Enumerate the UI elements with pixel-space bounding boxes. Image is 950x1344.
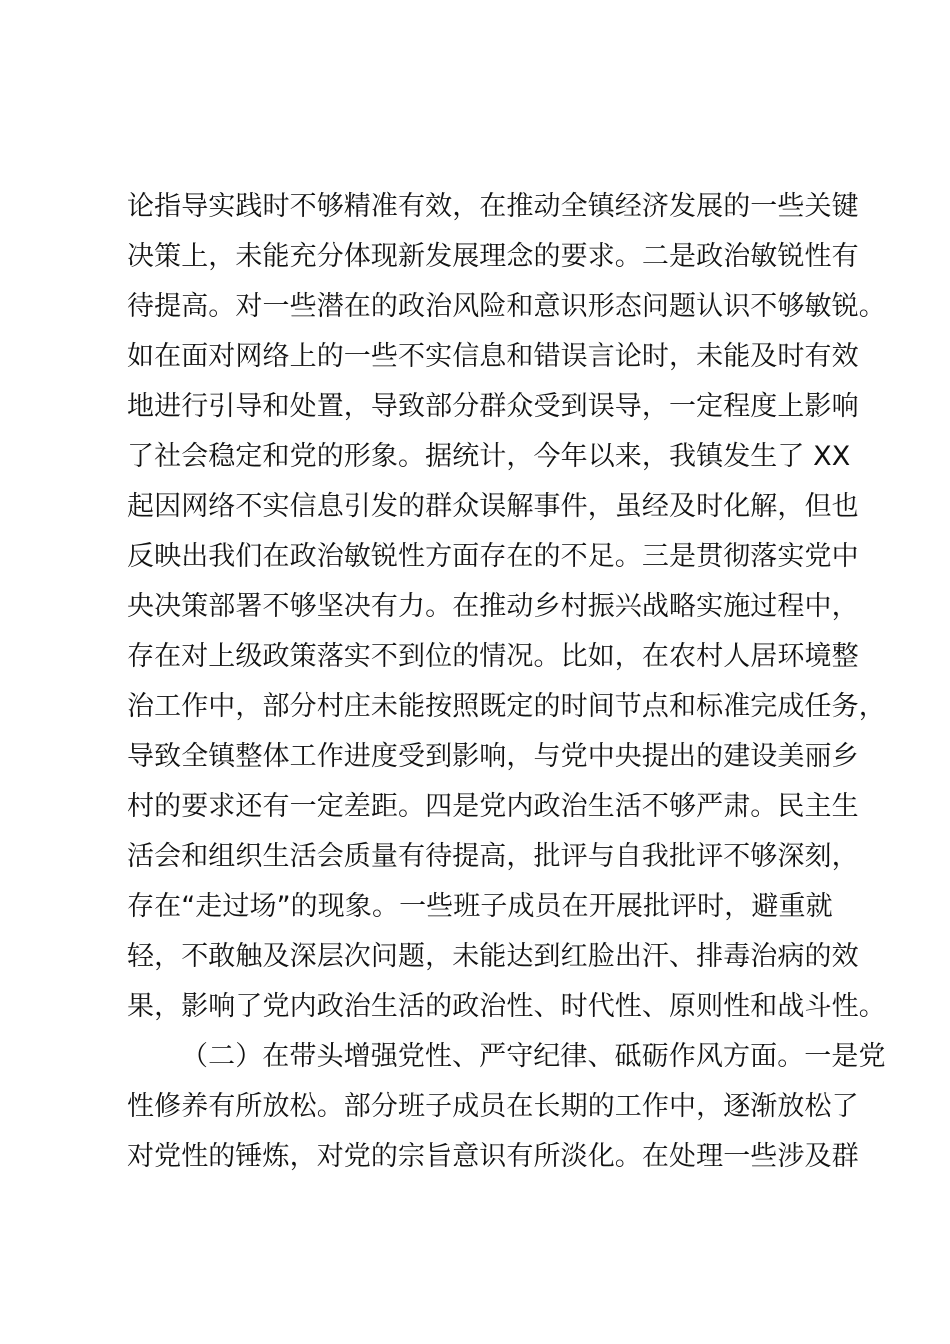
text-line: 待提高。对一些潜在的政治风险和意识形态问题认识不够敏锐。 xyxy=(127,291,886,322)
text-line: 起因网络不实信息引发的群众误解事件，虽经及时化解，但也 xyxy=(127,491,859,522)
text-line: 论指导实践时不够精准有效，在推动全镇经济发展的一些关键 xyxy=(127,191,859,222)
text-line: 活会和组织生活会质量有待提高，批评与自我批评不够深刻， xyxy=(127,841,859,872)
text-line: 了社会稳定和党的形象。据统计，今年以来，我镇发生了 XX xyxy=(127,441,851,472)
text-line: 村的要求还有一定差距。四是党内政治生活不够严肃。民主生 xyxy=(127,791,859,822)
text-line: 如在面对网络上的一些不实信息和错误言论时，未能及时有效 xyxy=(127,341,859,372)
text-line: 对党性的锤炼，对党的宗旨意识有所淡化。在处理一些涉及群 xyxy=(127,1141,859,1172)
section-heading-line: （二）在带头增强党性、严守纪律、砥砺作风方面。一是党 xyxy=(181,1041,886,1072)
text-line: 轻，不敢触及深层次问题，未能达到红脸出汗、排毒治病的效 xyxy=(127,941,859,972)
text-line: 央决策部署不够坚决有力。在推动乡村振兴战略实施过程中， xyxy=(127,591,859,622)
text-line: 性修养有所放松。部分班子成员在长期的工作中，逐渐放松了 xyxy=(127,1091,859,1122)
text-line: 治工作中，部分村庄未能按照既定的时间节点和标准完成任务， xyxy=(127,691,886,722)
body-text xyxy=(127,182,886,1182)
text-line: 果，影响了党内政治生活的政治性、时代性、原则性和战斗性。 xyxy=(127,991,886,1022)
text-line: 导致全镇整体工作进度受到影响，与党中央提出的建设美丽乡 xyxy=(127,741,859,772)
text-line: 存在对上级政策落实不到位的情况。比如，在农村人居环境整 xyxy=(127,641,859,672)
text-line: 地进行引导和处置，导致部分群众受到误导，一定程度上影响 xyxy=(127,391,859,422)
text-line: 存在“走过场”的现象。一些班子成员在开展批评时，避重就 xyxy=(127,891,833,922)
text-line: 反映出我们在政治敏锐性方面存在的不足。三是贯彻落实党中 xyxy=(127,541,859,572)
text-line: 决策上，未能充分体现新发展理念的要求。二是政治敏锐性有 xyxy=(127,241,859,272)
